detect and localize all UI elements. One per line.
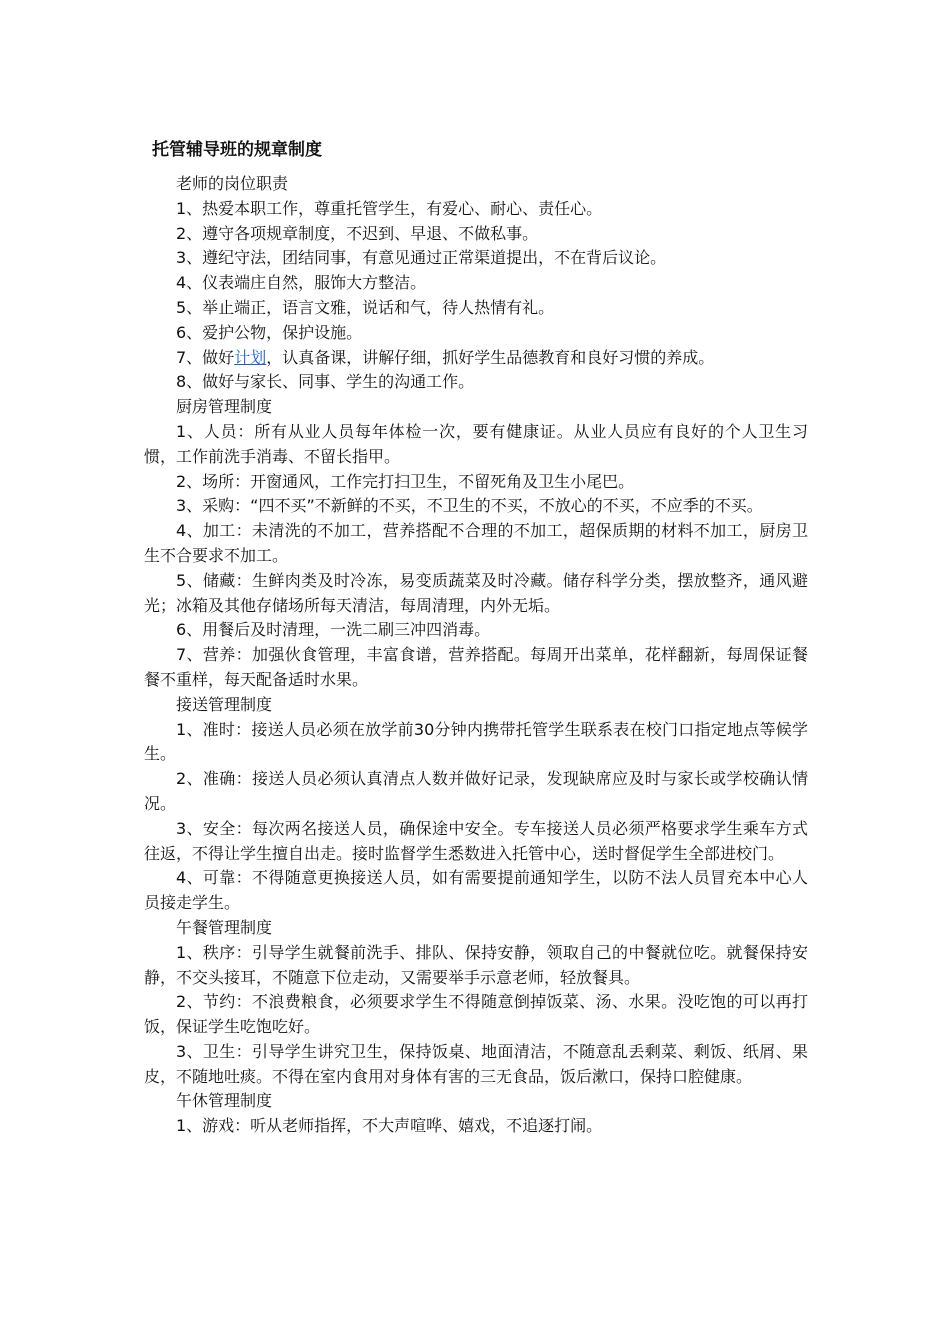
document-title: 托管辅导班的规章制度 [152,140,322,160]
teacher-item-7 [144,346,808,371]
transport-item-2: 2、准确：接送人员必须认真清点人数并做好记录，发现缺席应及时与家长或学校确认情况。 [144,769,808,813]
teacher-item-1: 1、热爱本职工作，尊重托管学生，有爱心、耐心、责任心。 [176,198,603,218]
plan-link[interactable]: 计划 [234,347,267,367]
teacher-item-7-pre: 7、做好 [176,347,235,367]
teacher-item-4: 4、仪表端庄自然，服饰大方整洁。 [176,273,427,293]
document-page [144,136,808,1139]
teacher-item-8: 8、做好与家长、同事、学生的沟通工作。 [176,372,475,392]
teacher-item-5: 5、举止端正，语言文雅，说话和气，待人热情有礼。 [176,297,555,317]
transport-item-4: 4、可靠：不得随意更换接送人员，如有需要提前通知学生，以防不法人员冒充本中心人员接走学生。 [144,868,808,913]
teacher-item-6: 6、爱护公物，保护设施。 [176,322,363,342]
section-heading-teacher: 老师的岗位职责 [176,174,289,193]
kitchen-item-3: 3、采购：“四不买”不新鲜的不买，不卫生的不买，不放心的不买，不应季的不买。 [176,496,763,516]
kitchen-item-6: 6、用餐后及时清理，一洗二刷三冲四消毒。 [176,620,491,640]
kitchen-item-7: 7、营养：加强伙食管理，丰富食谱，营养搭配。每周开出菜单，花样翻新，每周保证餐餐不重样，每天配备适时水果。 [144,645,808,689]
kitchen-item-4: 4、加工：未清洗的不加工，营养搭配不合理的不加工，超保质期的材料不加工，厨房卫生不合要求不加工。 [144,521,808,565]
teacher-item-2: 2、遵守各项规章制度，不迟到、早退、不做私事。 [176,223,539,243]
kitchen-item-2: 2、场所：开窗通风，工作完打扫卫生，不留死角及卫生小尾巴。 [176,471,635,491]
lunch-item-2: 2、节约：不浪费粮食，必须要求学生不得随意倒掉饭菜、汤、水果。没吃饱的可以再打饭，保证学生吃饱吃好。 [144,992,808,1037]
teacher-item-3: 3、遵纪守法，团结同事，有意见通过正常渠道提出，不在背后议论。 [176,248,667,268]
transport-item-1: 1、准时：接送人员必须在放学前30分钟内携带托管学生联系表在校门口指定地点等候学生。 [144,719,808,764]
lunch-item-3: 3、卫生：引导学生讲究卫生，保持饭桌、地面清洁，不随意乱丢剩菜、剩饭、纸屑、果皮，不随地吐痰。不得在室内食用对身体有害的三无食品，饭后漱口，保持口腔健康。 [144,1041,808,1086]
teacher-item-7-post: ，认真备课，讲解仔细，抓好学生品德教育和良好习惯的养成。 [266,347,715,367]
section-heading-kitchen: 厨房管理制度 [176,397,273,417]
section-heading-nap: 午休管理制度 [176,1091,273,1111]
kitchen-item-5: 5、储藏：生鲜肉类及时冷冻，易变质蔬菜及时冷藏。储存科学分类，摆放整齐，通风避光；冰箱及其他存储场所每天清洁，每周清理，内外无垢。 [144,570,808,615]
nap-item-1: 1、游戏：听从老师指挥，不大声喧哗、嬉戏，不追逐打闹。 [176,1116,603,1136]
kitchen-item-1: 1、人员：所有从业人员每年体检一次，要有健康证。从业人员应有良好的个人卫生习惯，工作前洗手消毒、不留长指甲。 [144,421,808,466]
section-heading-transport: 接送管理制度 [176,694,273,714]
transport-item-3: 3、安全：每次两名接送人员，确保途中安全。专车接送人员必须严格要求学生乘车方式往返，不得让学生擅自出走。接时监督学生悉数进入托管中心，送时督促学生全部进校门。 [144,818,808,863]
section-heading-lunch: 午餐管理制度 [176,917,273,937]
lunch-item-1: 1、秩序：引导学生就餐前洗手、排队、保持安静，领取自己的中餐就位吃。就餐保持安静，不交头接耳，不随意下位走动，又需要举手示意老师，轻放餐具。 [144,942,808,987]
